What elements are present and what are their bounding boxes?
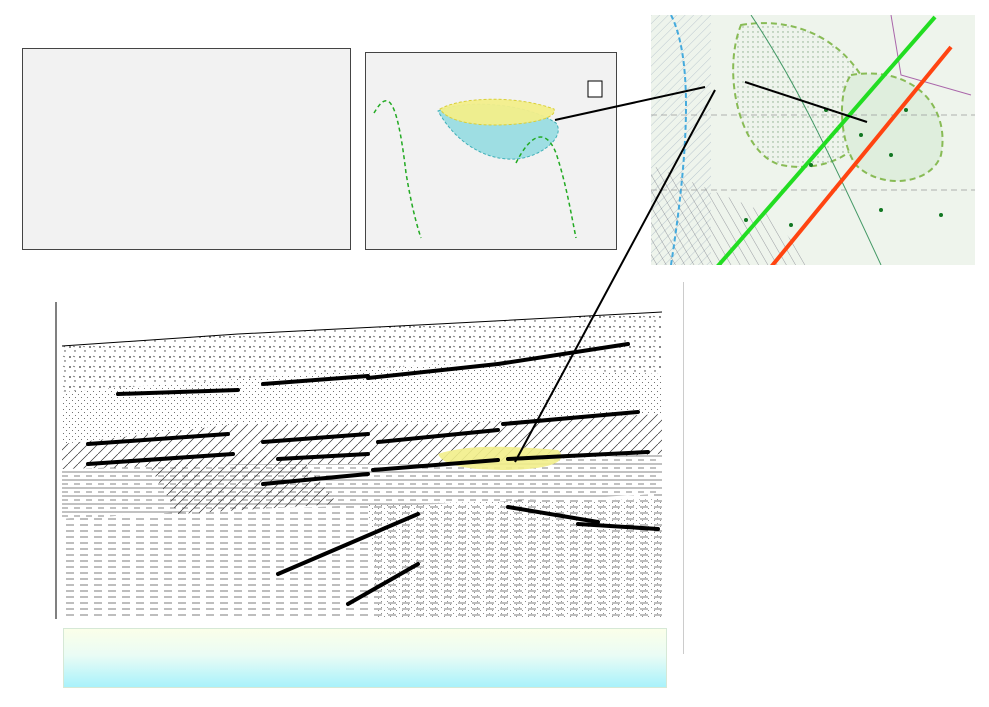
pointer-to-map bbox=[745, 82, 867, 122]
pointer-to-geosection bbox=[515, 90, 715, 462]
pointer-to-profile1 bbox=[555, 87, 705, 120]
caption-box bbox=[63, 628, 667, 688]
